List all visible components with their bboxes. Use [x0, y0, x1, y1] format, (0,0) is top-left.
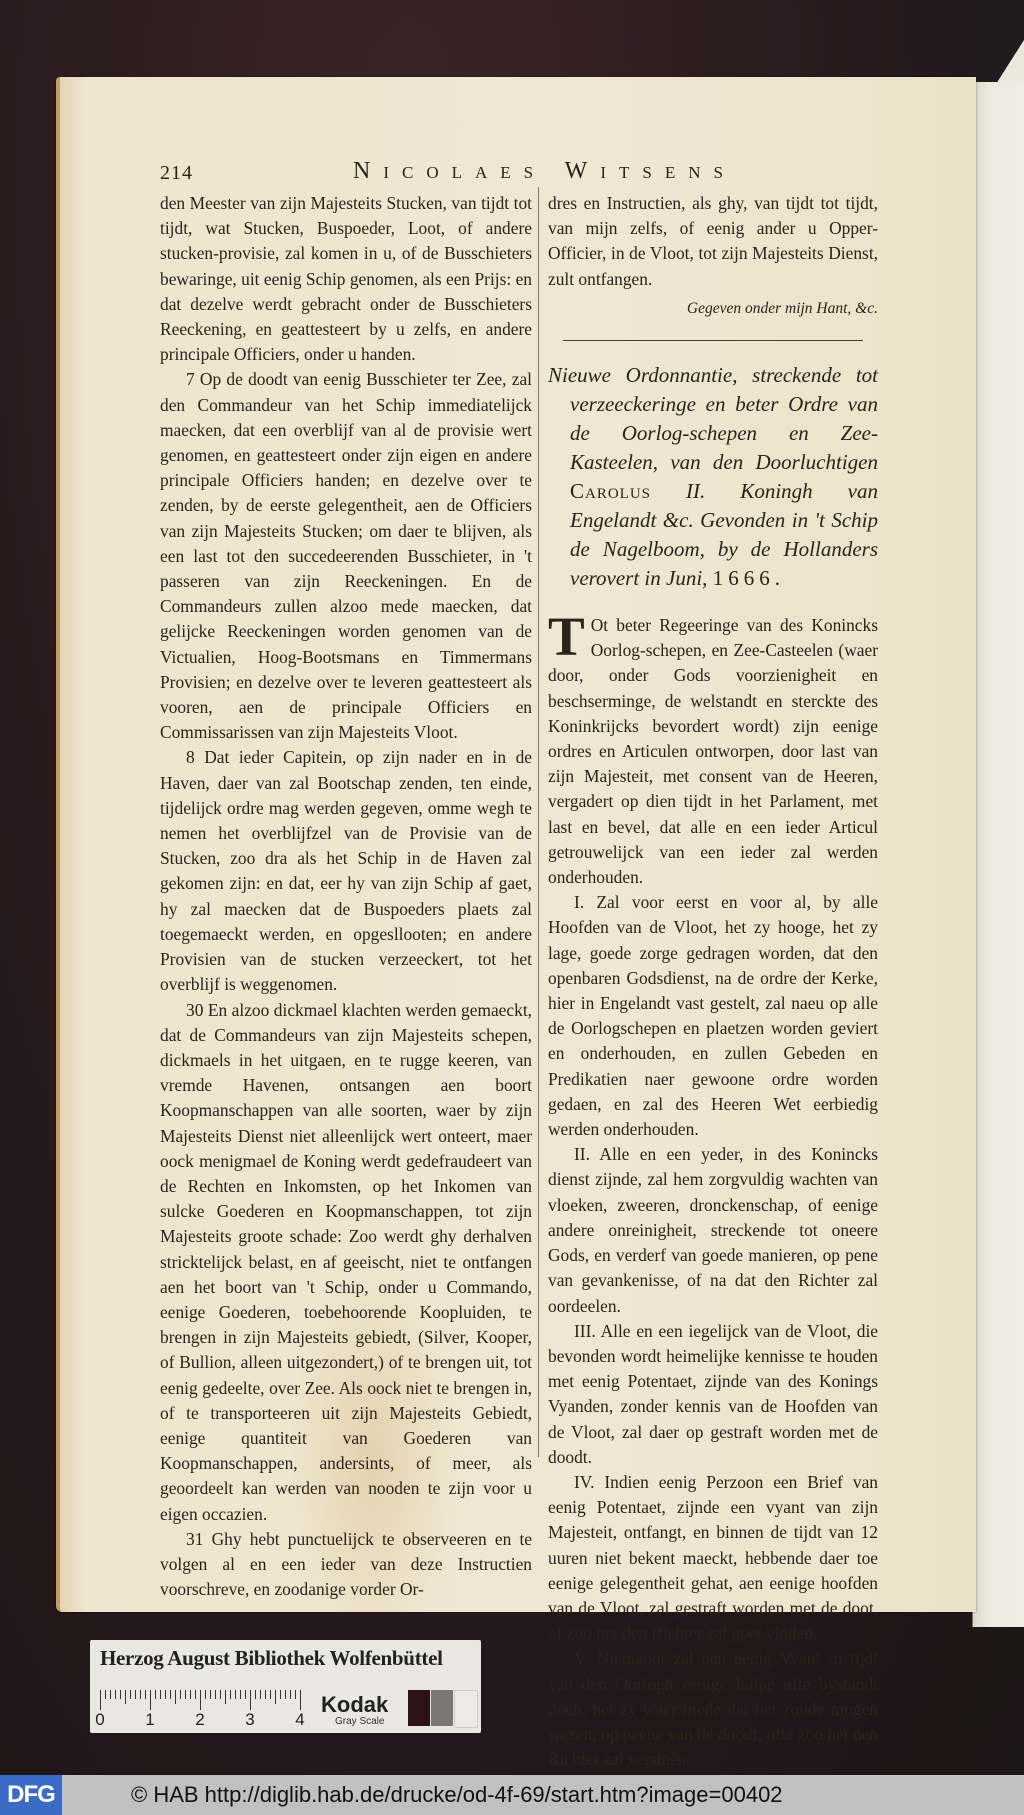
ruler-label: 1 — [145, 1710, 155, 1729]
book-edge-top — [972, 0, 1024, 84]
section-rule — [563, 340, 863, 341]
copyright-link[interactable]: © HAB http://diglib.hab.de/drucke/od-4f-69/start.htm?image=00402 — [131, 1782, 783, 1807]
paragraph-article-8: 8 Dat ieder Capitein, op zijn nader en in de Haven, daer van zal Bootschap zenden, ten einde, tijdelijck ordre mag werden gegeven, omme wegh te nemen het overblijfzel van de Provisie van de Stucken, zoo dra als het Schip in de Haven zal gekomen zijn: en dat, eer hy van zijn Schip af gaet, hy zal maecken dat de Buspoeders plaets zal toegemaeckt werden, en opgesllooten; en andere Provisien van de stucken verzeeckert, tot het overblijf is weggenomen. — [160, 747, 532, 995]
facing-page-edge — [972, 82, 1024, 1627]
paragraph-article-31: 31 Ghy hebt punctuelijck te observeeren en te volgen al en een ieder van deze Instructien voorschreve, en zoodanige vorder Or- — [160, 1528, 532, 1600]
ruler-tick — [215, 1690, 216, 1699]
ruler-tick — [250, 1690, 251, 1710]
right-column — [548, 191, 878, 1800]
ruler-tick — [100, 1690, 101, 1710]
paragraph-continuation: dres en Instructien, als ghy, van tijdt tot tijdt, van mijn zelfs, of eenig ander u Opper-Officier, in de Vloot, tot zijn Majesteits Dienst, zult ontfangen. — [548, 193, 878, 289]
ruler-tick — [220, 1690, 221, 1699]
ruler-tick — [145, 1690, 146, 1699]
article-I: I. Zal voor eerst en voor al, by alle Hoofden van de Vloot, het zy hooge, het zy lage, goede zorge gedragen worden, dat den openbaren Godsdienst, na de ordre der Kerke, hier in Engelandt vast gestelt, zal naeu op alle de Oorlogschepen en plaetzen worden geviert en onderhouden, en zullen Gebeden en Predikatien naer gewoone ordre worden gedaen, en zal des Heeren Wet eerbiedig werden onderhouden. — [548, 892, 878, 1140]
title-king-name: Carolus — [570, 479, 652, 504]
ruler-tick — [240, 1690, 241, 1699]
running-head — [160, 158, 880, 188]
paragraph-article-7: 7 Op de doodt van eenig Busschieter ter Zee, zal den Commandeur van het Schip immediatelijck maecken, dat een overblijf van al de provisie wert genomen, en geattesteert onder zijn eigen en andere principale Officiers handen; en dezelve over te zenden, by de eerste gelegentheit, aen de Officiers van zijn Majesteits Stucken; om daer te blijven, als een last tot den succedeerenden Busschieter, in 't passeren van zijn Reeckeningen. En de Commandeurs zullen alzoo mede maecken, dat gelijcke Reeckeningen worden genomen van de Victualien, Hoog-Bootsmans en Timmermans Provisien; en dezelve over te leveren geattesteert als vooren, aen de principale Officiers en Commissarissen van zijn Majesteits Vloot. — [160, 369, 532, 743]
ruler-tick — [180, 1690, 181, 1699]
ruler-tick — [135, 1690, 136, 1699]
ruler-tick — [105, 1690, 106, 1699]
article-IV: IV. Indien eenig Perzoon een Brief van eenig Potentaet, zijnde een vyant van zijn Majesteit, ontfangt, en binnen de tijdt van 12 uuren niet bekent maeckt, hebbende daer toe eenige gelegentheit gehat, aen eenige hoofden van de Vloot, zal gestraft worden met de doot, of zoo het den Richter zal goet vinden. — [548, 1471, 878, 1644]
gray-swatch-dark — [408, 1690, 430, 1726]
ruler-tick — [280, 1690, 281, 1699]
ruler-tick — [245, 1690, 246, 1699]
ruler-tick — [210, 1690, 211, 1699]
gray-swatch-light — [454, 1690, 478, 1728]
ruler-tick — [165, 1690, 166, 1699]
ruler-tick — [110, 1690, 111, 1699]
ruler-tick — [115, 1690, 116, 1699]
ruler-tick — [270, 1690, 271, 1699]
ruler-label: 4 — [295, 1710, 305, 1729]
ruler-tick — [290, 1690, 291, 1699]
footer-bar — [0, 1775, 1024, 1815]
ruler-tick — [265, 1690, 266, 1699]
page-number: 214 — [160, 162, 193, 184]
running-title: Nicolaes Witsens — [353, 158, 736, 184]
intro-paragraph — [548, 606, 878, 890]
title-text: Nieuwe Ordonnantie, streckende tot verzeeckeringe en beter Ordre van de Oorlog-schepen en Zee-Kasteelen, van den Doorluchtigen — [548, 363, 878, 475]
ruler-tick — [120, 1690, 121, 1699]
ruler-tick — [160, 1690, 161, 1699]
ruler-tick — [175, 1690, 176, 1704]
ruler-tick — [125, 1690, 126, 1704]
drop-cap: T — [548, 606, 585, 668]
signoff: Gegeven onder mijn Hant, &c. — [686, 299, 878, 317]
article-V: V. Niemandt zal aen eenig Vyant in tijdt van den Oorlogh eenige hulpe ofte bystandt doen, het zy waer mede dat het zoude mogen wezen, op peene van de doodt, ofte zoo het den Richter zal verstaen. — [548, 1648, 878, 1770]
left-column — [160, 191, 532, 1602]
ruler-tick — [275, 1690, 276, 1704]
ruler-tick — [150, 1690, 151, 1710]
ruler-tick — [205, 1690, 206, 1699]
title-text-continued: II. Koningh van Engelandt &c. Gevonden in 't Schip de Nagelboom, by de Hollanders verovert in Juni, — [570, 479, 878, 591]
ruler-tick — [170, 1690, 171, 1699]
paragraph-continuation: den Meester van zijn Majesteits Stucken, van tijdt tot tijdt, wat Stucken, Buspoeder, Loot, of andere stucken-provisie, zal komen in u, of de Busschieters bewaringe, uit eenig Schip genomen, als een Prijs: en dat dezelve werdt gebracht onder de Busschieters Reeckening, en geattesteert by u zelfs, en andere principale Officiers, onder u handen. — [160, 193, 532, 365]
intro-text: Ot beter Regeeringe van des Konincks Oorlog-schepen, en Zee-Casteelen (waer door, onder Gods voorzienigheit en beschserminge, de welstandt en sterckte des Koninkrijcks bevordert wordt) zijn eenige ordres en Articulen ontworpen, door last van zijn Majesteit, met consent van de Heeren, vergadert op dien tijdt in het Parlament, met last en bevel, dat alle en een ieder Articul getrouwelijck van een ieder zal werden onderhouden. — [548, 615, 878, 888]
kodak-logo: Kodak — [321, 1692, 389, 1717]
ruler-tick — [230, 1690, 231, 1699]
title-year: 1666. — [712, 566, 785, 591]
ruler-tick — [190, 1690, 191, 1699]
ruler-tick — [285, 1690, 286, 1699]
ruler-tick — [235, 1690, 236, 1699]
ruler-tick — [155, 1690, 156, 1699]
ruler-tick — [140, 1690, 141, 1699]
ordinance-title — [548, 361, 878, 593]
paragraph-article-30: 30 En alzoo dickmael klachten werden gemaeckt, dat de Commandeurs van zijn Majesteits schepen, dickmaels in het uitgaen, en te rugge keeren, van vremde Havenen, ontsangen aen boort Koopmanschappen van alle soorten, waer by zijn Majesteits Dienst niet alleenlijck wert onteert, maer oock menigmael de Koning werdt gedefraudeert van de Rechten en Inkomsten, op het Inkomen van sulcke Goederen en Koopmanschappen, tot zijn Majesteits groote schade: Zoo werdt ghy derhalven stricktelijck belast, en af geeischt, niet te ontfangen aen het boort van 't Schip, onder u Commando, eenige Goederen, toebehoorende Koopluiden, te brengen in zijn Majesteits gebiedt, (Silver, Kooper, of Bullion, alleen uitgezondert,) of te brengen uit, tot eenig gedeelte, over Zee. Als oock niet te brengen in, of te transporteeren uit zijn Majesteits Gebiedt, eenige quantiteit van Goederen van Koopmanschappen, andersints, of meer, als geoordeelt kan werden van nooden te zijn voor u eigen occazien. — [160, 999, 532, 1524]
gray-swatch-mid — [431, 1690, 453, 1726]
library-name: Herzog August Bibliothek Wolfenbüttel — [100, 1646, 443, 1670]
ruler-label: 2 — [195, 1710, 205, 1729]
column-divider — [538, 187, 539, 1457]
ruler-tick — [225, 1690, 226, 1704]
ruler-tick — [295, 1690, 296, 1699]
ruler-tick — [260, 1690, 261, 1699]
dfg-logo: DFG — [0, 1775, 62, 1815]
scale-ruler — [95, 1684, 310, 1730]
scan-reference-card — [90, 1640, 481, 1733]
ruler-label: 3 — [245, 1710, 255, 1729]
ruler-tick — [300, 1690, 301, 1710]
ruler-tick — [185, 1690, 186, 1699]
ruler-tick — [130, 1690, 131, 1699]
ruler-tick — [200, 1690, 201, 1710]
ruler-tick — [195, 1690, 196, 1699]
article-II: II. Alle en een yeder, in des Konincks dienst zijnde, zal hem zorgvuldig wachten van vloeken, zweeren, dronckenschap, of eenige andere onreinigheit, streckende tot oneere Gods, en verderf van goede manieren, op pene van gevankenisse, of na dat den Richter zal oordeelen. — [548, 1144, 878, 1316]
article-III: III. Alle en een iegelijck van de Vloot, die bevonden wordt heimelijke kennisse te houden met eenig Potentaet, zijnde van des Konings Vyanden, zonder kennis van de Hoofden van de Vloot, zal daer op gestraft worden met de doodt. — [548, 1320, 878, 1467]
ruler-label: 0 — [95, 1710, 105, 1729]
ruler-tick — [255, 1690, 256, 1699]
gray-scale-label: Gray Scale — [335, 1716, 385, 1727]
